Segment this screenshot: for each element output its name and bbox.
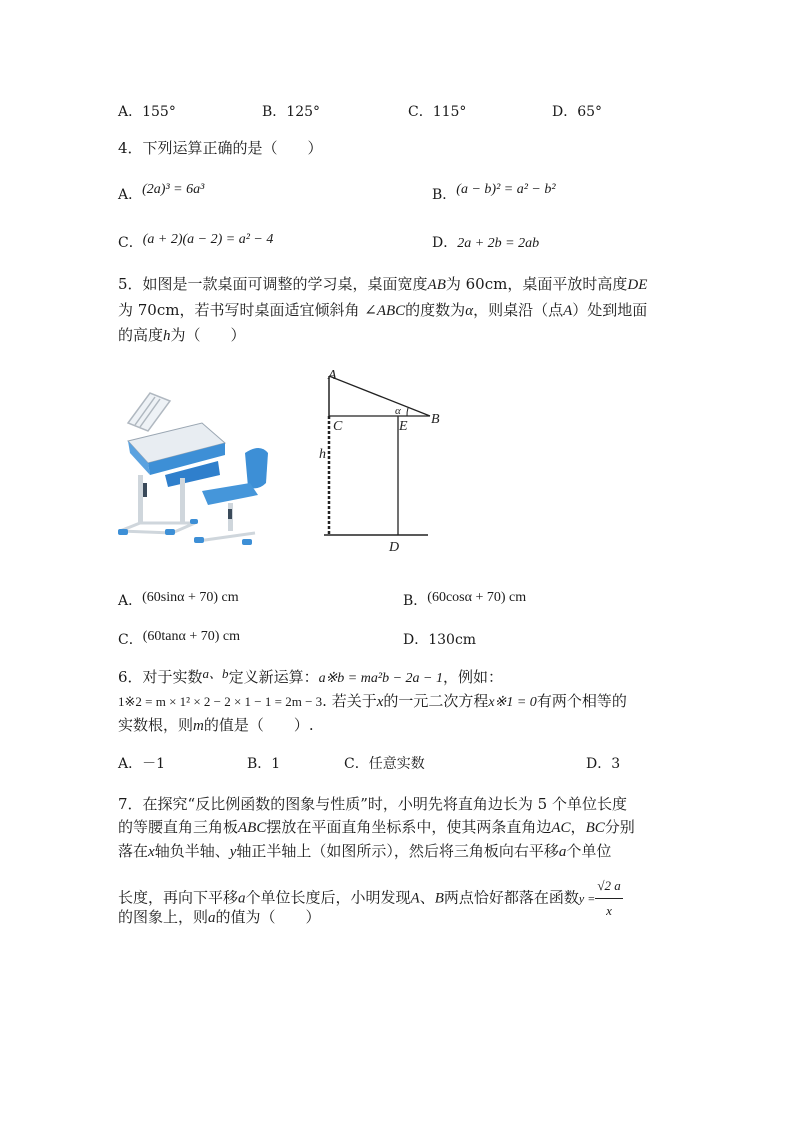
q7-text: ， <box>570 818 586 836</box>
q4-option-d[interactable] <box>432 232 539 252</box>
q7-text: 的等腰直角三角板 <box>118 818 239 836</box>
q7-a3: a <box>208 910 216 926</box>
q5-text: 的度数为 <box>405 301 466 319</box>
option-expr: (60cosα + 70) cm <box>427 590 527 605</box>
q5-text: 5．如图是一款桌面可调整的学习桌，桌面宽度 <box>118 275 428 293</box>
q5-text: 为 70cm，若书写时桌面适宜倾斜角 ∠ <box>118 301 377 319</box>
chair-seat <box>202 483 258 505</box>
q7-bc: BC <box>585 820 605 836</box>
fraction-denominator: x <box>606 903 612 918</box>
q7-x: x <box>148 844 155 860</box>
q7-y: y <box>229 844 237 860</box>
desk-chair-image <box>110 383 280 553</box>
chair-back <box>245 448 268 488</box>
q6-text: . 若关于 <box>322 692 377 710</box>
q6-x: x <box>376 694 384 710</box>
label-c: C <box>333 419 343 434</box>
label-e: E <box>399 419 408 434</box>
q7-text: 落在 <box>118 842 149 860</box>
option-expr: (a − b)² = a² − b² <box>456 182 556 197</box>
q7-text: 摆放在平面直角坐标系中，使其两条直角边 <box>266 818 552 836</box>
q7-point-b: B <box>434 890 444 907</box>
q3-option-b[interactable]: B．125° <box>262 104 321 120</box>
fraction-numerator: √2 a <box>595 874 622 899</box>
q6-option-c[interactable]: C．任意实数 <box>344 756 425 772</box>
q6-text: 的一元二次方程 <box>383 692 489 710</box>
q7-text: 两点恰好都落在函数 <box>443 888 579 907</box>
q6-option-a[interactable]: A．－1 <box>118 756 166 772</box>
option-label: A． <box>118 187 143 203</box>
option-label: C． <box>118 235 143 251</box>
q5-stem-line3 <box>118 323 246 348</box>
q6-stem-line2 <box>118 689 627 715</box>
q7-stem-line3 <box>118 839 611 864</box>
q3-option-a[interactable]: A．155° <box>118 104 176 120</box>
q7-text: 个单位长度后，小明发现 <box>245 888 411 907</box>
option-label: B． <box>432 187 457 203</box>
q6-option-d[interactable]: D．3 <box>586 756 621 772</box>
q5-alpha: α <box>465 303 474 319</box>
book-stand-icon <box>128 393 170 431</box>
q6-m: m <box>193 718 204 734</box>
q3-option-d[interactable]: D．65° <box>552 104 603 120</box>
option-label: D． <box>432 235 458 251</box>
q5-a: A <box>563 303 573 319</box>
q7-function-fraction <box>595 874 622 923</box>
q6-text: ，例如： <box>442 668 503 686</box>
q6-ab: a、b <box>202 666 229 681</box>
label-d: D <box>389 540 400 555</box>
q5-geometry-figure <box>312 362 452 557</box>
option-expr: 2a + 2b = 2ab <box>457 236 540 251</box>
q4-stem: 4．下列运算正确的是（ ） <box>118 139 323 157</box>
q5-ab: AB <box>427 277 446 293</box>
q7-stem-line1: 7．在探究“反比例函数的图象与性质”时，小明先将直角边长为 5 个单位长度 <box>118 795 627 813</box>
option-label: A． <box>118 593 143 609</box>
q5-text: ，则桌沿（点 <box>473 301 564 319</box>
option-expr: 130cm <box>428 632 477 648</box>
q6-example: 1※2 = m × 1² × 2 − 2 × 1 − 1 = 2m − 3 <box>118 694 323 709</box>
q7-a: a <box>558 844 567 860</box>
q5-de: DE <box>627 277 648 293</box>
line-ab <box>329 376 430 416</box>
q4-option-c[interactable] <box>118 232 273 252</box>
q7-text: 、 <box>419 888 435 907</box>
q5-h: h <box>163 328 171 344</box>
q5-option-d[interactable] <box>403 629 476 649</box>
q7-text: 的图象上，则 <box>118 908 209 926</box>
q7-point-a: A <box>410 890 420 907</box>
option-expr: (60sinα + 70) cm <box>142 590 239 605</box>
q7-text: 的值为（ ） <box>215 908 321 926</box>
q5-text: ）处到地面 <box>572 301 648 319</box>
label-b: B <box>431 412 440 427</box>
q6-option-b[interactable]: B．1 <box>247 756 281 772</box>
q7-abc: ABC <box>238 820 267 836</box>
option-expr: (a + 2)(a − 2) = a² − 4 <box>142 232 274 247</box>
q6-text: 实数根，则 <box>118 716 194 734</box>
q7-text: 分别 <box>604 818 635 836</box>
q6-stem-line1 <box>118 665 503 691</box>
q5-option-b[interactable] <box>403 590 526 610</box>
q6-text: 定义新运算： <box>228 668 319 686</box>
q7-func-y: y = <box>578 891 596 906</box>
q5-text: 为（ ） <box>170 326 246 344</box>
q6-definition: a※b = ma²b − 2a − 1 <box>318 671 443 686</box>
option-label: D． <box>403 632 429 648</box>
q3-option-c[interactable]: C．115° <box>408 104 467 120</box>
q4-option-b[interactable] <box>432 184 556 204</box>
q5-stem-line1 <box>118 272 647 297</box>
q4-option-a[interactable] <box>118 184 204 204</box>
label-a: A <box>328 368 337 383</box>
q7-text: 长度，再向下平移 <box>118 888 239 907</box>
q5-option-a[interactable] <box>118 590 239 610</box>
option-label: C． <box>118 632 143 648</box>
option-label: B． <box>403 593 428 609</box>
q6-text: 的值是（ ）. <box>203 716 314 734</box>
q7-ac: AC <box>551 820 571 836</box>
q7-text: 轴负半轴、 <box>154 842 230 860</box>
q7-text: 个单位 <box>566 842 612 860</box>
q6-stem-line3 <box>118 713 314 738</box>
label-h: h <box>319 447 326 462</box>
q6-equation: x※1 = 0 <box>488 695 537 710</box>
q7-stem-line5 <box>118 905 321 930</box>
q7-a2: a <box>238 890 246 907</box>
q6-text: 6．对于实数 <box>118 668 203 686</box>
q6-text: 有两个相等的 <box>536 692 627 710</box>
q7-text: 轴正半轴上（如图所示），然后将三角板向右平移 <box>236 842 559 860</box>
q5-option-c[interactable] <box>118 629 240 649</box>
q7-stem-line2 <box>118 815 635 840</box>
option-expr: (2a)³ = 6a³ <box>142 182 205 197</box>
option-expr: (60tanα + 70) cm <box>142 629 240 644</box>
q5-stem-line2 <box>118 298 647 323</box>
q5-abc: ABC <box>376 303 406 319</box>
q5-text: 的高度 <box>118 326 164 344</box>
label-alpha: α <box>395 405 401 417</box>
q5-text: 为 60cm，桌面平放时高度 <box>445 275 628 293</box>
